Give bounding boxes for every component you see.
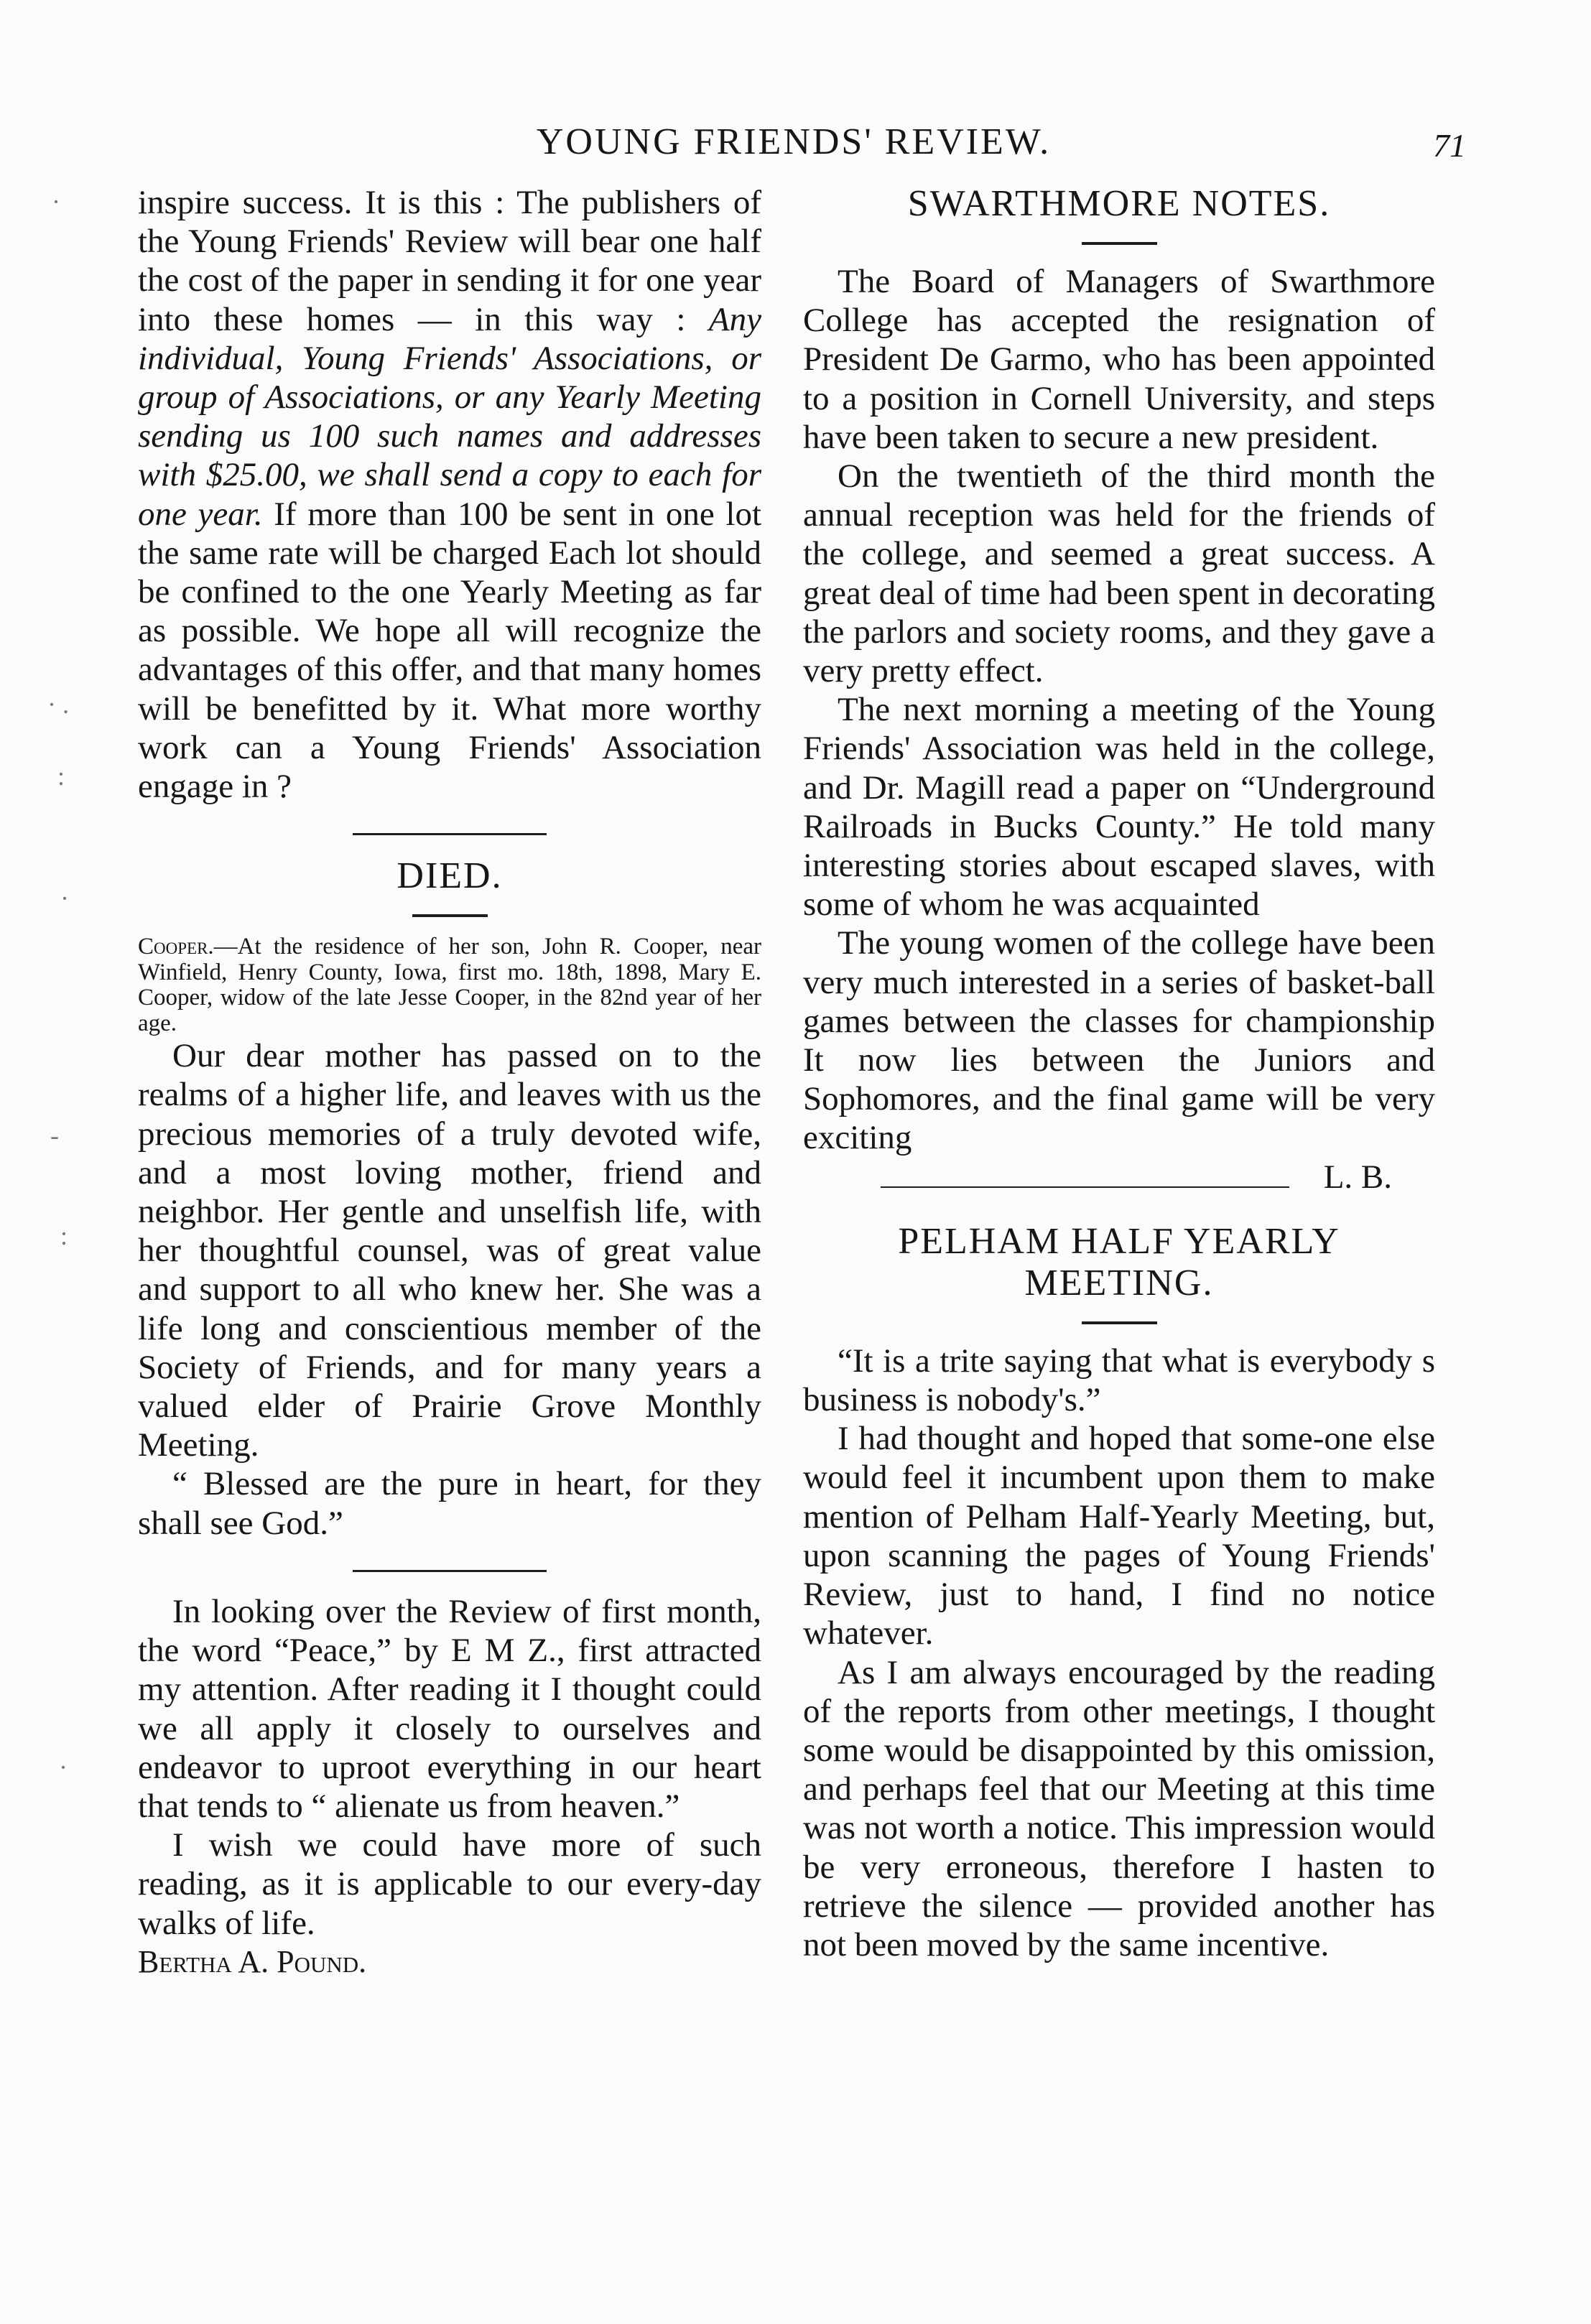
- article-initials: L. B.: [1323, 1158, 1392, 1196]
- subscription-offer: [138, 183, 761, 806]
- left-column: [138, 183, 761, 1981]
- section-divider: [353, 1570, 547, 1572]
- right-column: [803, 183, 1435, 1964]
- margin-mark: -: [50, 1121, 59, 1150]
- article-paragraph: On the twentieth of the third month the annual reception was held for the friends of the college, and seemed a great success. A great deal of time had been spent in decorating the parlors and society rooms, and they gave a very pretty effect.: [803, 457, 1435, 690]
- running-header: YOUNG FRIENDS' REVIEW.: [536, 121, 1052, 162]
- section-divider: [353, 833, 547, 835]
- article-paragraph: The next morning a meeting of the Young Friends' Association was held in the college, and Dr. Magill read a paper on “Underground Railroads in Bucks County.” He told many interesting stories about escaped slaves, with some of whom he was acquainted: [803, 691, 1435, 924]
- article-paragraph: The Board of Managers of Swarthmore College has accepted the resignation of President De Garmo, who has been appointed to a position in Cornell University, and steps have been taken to secure a new president.: [803, 263, 1435, 456]
- obituary-notice: [138, 934, 761, 1036]
- margin-mark: · .: [47, 690, 69, 719]
- letter-paragraph: In looking over the Review of first month, the word “Peace,” by E M Z., first attracted my attention. After reading it I thought could we all apply it closely to ourselves and endeavor to uproot everything in our heart that tends to “ alienate us from heaven.”: [138, 1592, 761, 1825]
- swarthmore-heading: SWARTHMORE NOTES.: [907, 183, 1331, 224]
- article-paragraph: The young women of the college have been very much interested in a series of basket-ball games between the classes for championship It now lies between the Juniors and Sophomores, and the final game will be very exciting: [803, 924, 1435, 1157]
- heading-rule: [412, 914, 488, 917]
- tribute-paragraph: Our dear mother has passed on to the realms of a higher life, and leaves with us the precious memories of a truly devoted wife, and a most loving mother, friend and neighbor. Her gentle and unselfish life, with her thoughtful counsel, was of great value and support to all who knew her. She was a life long and conscientious member of the Society of Friends, and for many years a valued elder of Prairie Grove Monthly Meeting.: [138, 1037, 761, 1464]
- offer-intro-text: inspire success. It is this : The publishers of the Young Friends' Review will bear one half the cost of the paper in sending it for one year into these homes — in this way :: [138, 184, 761, 338]
- heading-rule: [1082, 1321, 1157, 1324]
- pelham-heading-line2: MEETING.: [1024, 1262, 1214, 1303]
- died-heading: DIED.: [396, 855, 503, 897]
- obituary-name: Cooper.: [138, 934, 214, 960]
- pelham-heading-line1: PELHAM HALF YEARLY: [898, 1220, 1340, 1262]
- margin-mark: ·: [52, 187, 60, 216]
- initials-row: [803, 1158, 1435, 1196]
- article-paragraph: I had thought and hoped that some-one else would feel it incumbent upon them to make mention of Pelham Half-Yearly Meeting, but, upon scanning the pages of Young Friends' Review, just to hand, I find no notice whatever.: [803, 1420, 1435, 1653]
- page-number: 71: [1433, 127, 1466, 164]
- article-paragraph: “It is a trite saying that what is everybody s business is nobody's.”: [803, 1342, 1435, 1419]
- margin-mark: ·: [60, 884, 69, 913]
- margin-mark: ·: [59, 1753, 68, 1782]
- margin-mark: :: [57, 762, 65, 791]
- signature-line: [881, 1186, 1289, 1188]
- tribute-quote: “ Blessed are the pure in heart, for they shall see God.”: [138, 1465, 761, 1542]
- offer-rest-text: If more than 100 be sent in one lot the same rate will be charged Each lot should be confined to the one Yearly Meeting as far as possible. We hope all will recognize the advantages of this offer, and that many homes will be benefitted by it. What more worthy work can a Young Friends' Association engage in ?: [138, 495, 762, 806]
- letter-paragraph: I wish we could have more of such reading, as it is applicable to our every-day walks of life.: [138, 1826, 761, 1942]
- offer-italic-terms: Any individual, Young Friends' Associations, or group of Associations, or any Yearly Meeting sending us 100 such names and addresses with $25.00, we shall send a copy to each for one year.: [138, 300, 761, 533]
- margin-mark: :: [60, 1222, 68, 1250]
- article-paragraph: As I am always encouraged by the reading of the reports from other meetings, I thought some would be disappointed by this omission, and perhaps feel that our Meeting at this time was not worth a notice. This impression would be very erroneous, therefore I hasten to retrieve the silence — provided another has not been moved by the same incentive.: [803, 1653, 1435, 1963]
- obituary-text: —At the residence of her son, John R. Cooper, near Winfield, Henry County, Iowa, first mo. 18th, 1898, Mary E. Cooper, widow of the late Jesse Cooper, in the 82nd year of her age.: [138, 934, 761, 1036]
- letter-signature: Bertha A. Pound.: [138, 1943, 367, 1979]
- heading-rule: [1082, 242, 1157, 245]
